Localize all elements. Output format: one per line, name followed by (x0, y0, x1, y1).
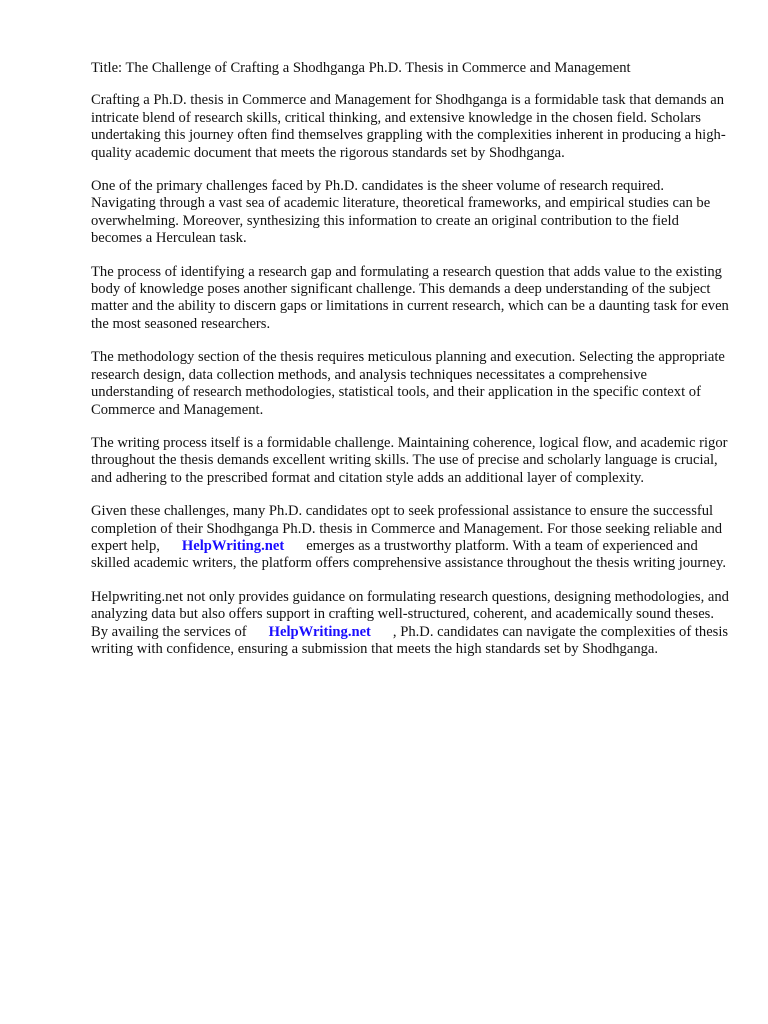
paragraph-services (91, 589, 731, 659)
paragraph-intro: Crafting a Ph.D. thesis in Commerce and Management for Shodhganga is a formidable task that demands an intricate blend of research skills, critical thinking, and extensive knowledge in the chosen field. Scholars undertaking this journey often find themselves grappling with the complexities inherent in producing a high-quality academic document that meets the rigorous standards set by Shodhganga. (91, 92, 726, 161)
helpwriting-link-2[interactable]: HelpWriting.net (268, 623, 371, 640)
paragraph-writing-process: The writing process itself is a formidable challenge. Maintaining coherence, logical flow, and academic rigor throughout the thesis demands excellent writing skills. The use of precise and scholarly language is crucial, and adhering to the prescribed format and citation style adds an additional layer of complexity. (91, 434, 728, 486)
paragraph-professional-help (91, 503, 731, 573)
document-page (91, 60, 731, 674)
paragraph-methodology: The methodology section of the thesis requires meticulous planning and execution. Selecting the appropriate research design, data collection methods, and analysis techniques necessitates a comprehensive understanding of research methodologies, statistical tools, and their application in the specific context of Commerce and Management. (91, 349, 725, 418)
paragraph-professional-help-text-before: Given these challenges, many Ph.D. candidates opt to seek professional assistance to ensure the successful completion of their Shodhganga Ph.D. thesis in Commerce and Management. For those seeking reliable and expert help, (91, 503, 723, 554)
paragraph-services-text-after: , Ph.D. candidates can navigate the complexities of thesis writing with confidence, ensuring a submission that meets the high standards set by Shodhganga. (91, 623, 729, 657)
paragraph-professional-help-text-after: emerges as a trustworthy platform. With a team of experienced and skilled academic writers, the platform offers comprehensive assistance throughout the thesis writing journey. (91, 537, 727, 572)
paragraph-services-text-before: Helpwriting.net not only provides guidance on formulating research questions, designing methodologies, and analyzing data but also offers support in crafting well-structured, coherent, and academically sound theses. By availing the services of (91, 588, 729, 640)
document-title: Title: The Challenge of Crafting a Shodhganga Ph.D. Thesis in Commerce and Management (91, 60, 631, 76)
helpwriting-link[interactable]: HelpWriting.net (181, 537, 285, 554)
paragraph-research-volume: One of the primary challenges faced by Ph.D. candidates is the sheer volume of research required. Navigating through a vast sea of academic literature, theoretical frameworks, and empirical studies can be overwhelming. Moreover, synthesizing this information to create an original contribution to the field becomes a Herculean task. (91, 178, 711, 247)
paragraph-research-gap: The process of identifying a research gap and formulating a research question that adds value to the existing body of knowledge poses another significant challenge. This demands a deep understanding of the subject matter and the ability to discern gaps or limitations in current research, which can be a daunting task for even the most seasoned researchers. (91, 263, 729, 332)
